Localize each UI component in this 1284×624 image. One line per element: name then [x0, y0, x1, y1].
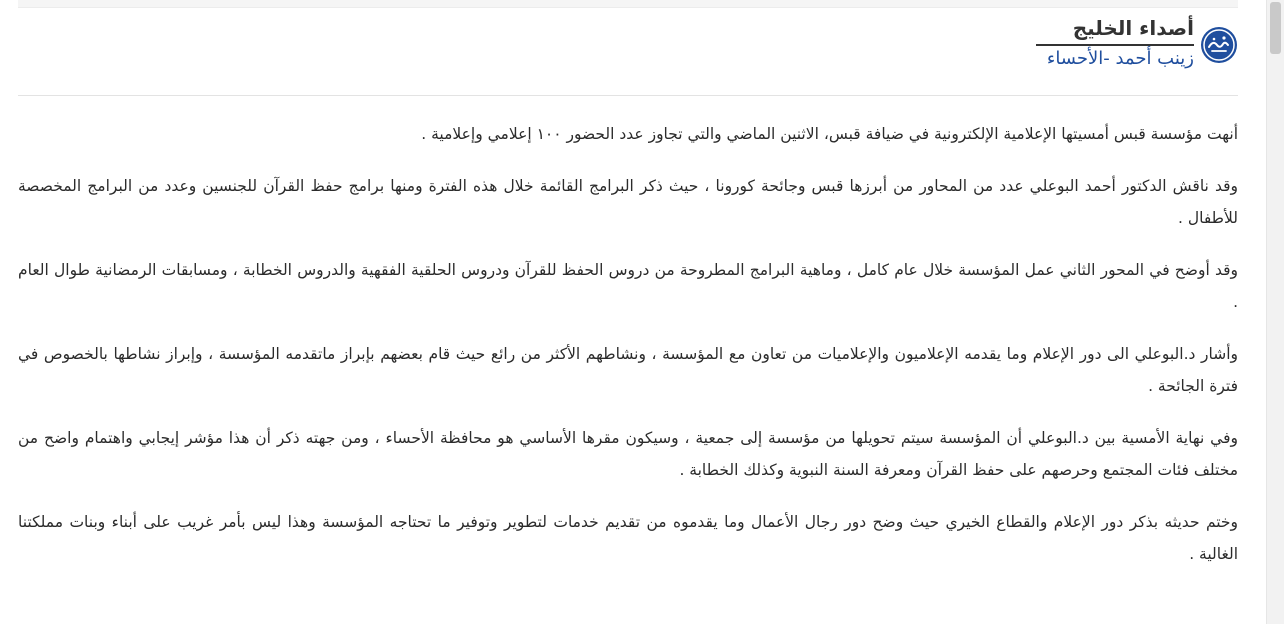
site-logo-icon[interactable] [1200, 26, 1238, 64]
author-location-line: زينب أحمد -الأحساء [1046, 48, 1194, 69]
scrollbar-thumb[interactable] [1270, 2, 1281, 54]
article-paragraph-3: وقد أوضح في المحور الثاني عمل المؤسسة خلال عام كامل ، وماهية البرامج المطروحة من دروس الحفظ للقرآن ودروس الحلقية الفقهية والدروس الخطابة ، ومسابقات الرمضانية طوال العام . [18, 261, 1238, 311]
article-paragraph-5: وفي نهاية الأمسية بين د.البوعلي أن المؤسسة سيتم تحويلها من مؤسسة إلى جمعية ، وسيكون مقرها الأساسي هو محافظة الأحساء ، ومن جهته ذكر أن هذا مؤشر إيجابي واهتمام واضح من مختلف فئات المجتمع وحرصهم على حفظ القرآن ومعرفة السنة النبوية وكذلك الخطابة . [18, 429, 1238, 479]
article-paragraph-2: وقد ناقش الدكتور أحمد البوعلي عدد من المحاور من أبرزها قبس وجائحة كورونا ، حيث ذكر البرامج القائمة خلال هذه الفترة ومنها برامج حفظ القرآن للجنسين وعدد من البرامج المخصصة للأطفال . [18, 177, 1238, 227]
article-paragraph-1: أنهت مؤسسة قبس أمسيتها الإعلامية الإلكترونية في ضيافة قبس، الاثنين الماضي والتي تجاوز عدد الحضور ١٠٠ إعلامي وإعلامية . [421, 125, 1238, 143]
vertical-scrollbar[interactable] [1266, 0, 1284, 624]
article-body [18, 118, 1238, 590]
article-paragraph-4: وأشار د.البوعلي الى دور الإعلام وما يقدمه الإعلاميون والإعلاميات من تعاون مع المؤسسة ، ونشاطهم الأكثر من رائع حيث قام بعضهم بإبراز ماتقدمه المؤسسة ، وإبراز نشاطها بالخصوص في فترة الجائحة . [18, 345, 1238, 395]
header-strip [18, 0, 1238, 8]
article-paragraph-6: وختم حديثه بذكر دور الإعلام والقطاع الخيري حيث وضح دور رجال الأعمال وما يقدموه من تقديم خدمات لتطوير وتوفير ما تحتاجه المؤسسة وهذا ليس بأمر غريب على أبناء وبنات مملكتنا الغالية . [18, 513, 1238, 563]
author-name[interactable]: أصداء الخليج [1036, 14, 1194, 46]
author-block [978, 14, 1238, 74]
header-divider [18, 95, 1238, 96]
